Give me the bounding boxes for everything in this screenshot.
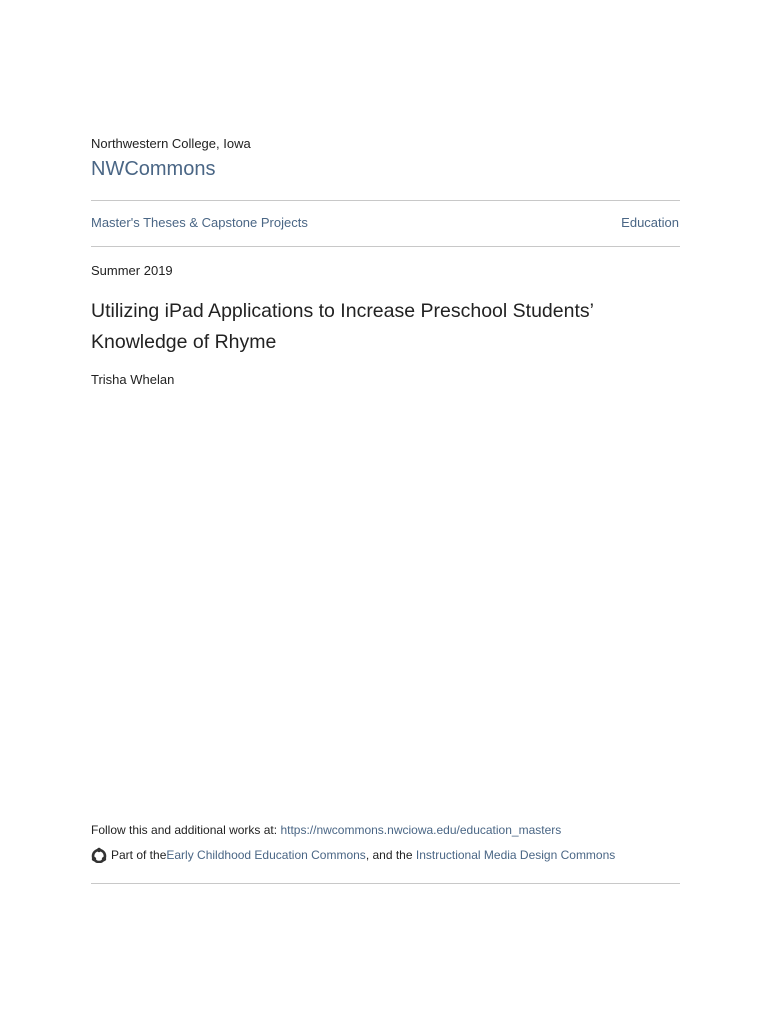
- institution-name: Northwestern College, Iowa: [91, 136, 251, 151]
- follow-label: Follow this and additional works at:: [91, 823, 281, 837]
- part-of-line: [91, 847, 615, 863]
- breadcrumb-divider: [91, 246, 680, 247]
- part-of-label: Part of the: [111, 848, 167, 862]
- network-icon: [91, 847, 107, 863]
- early-childhood-commons-link[interactable]: Early Childhood Education Commons: [166, 848, 366, 862]
- author-name: Trisha Whelan: [91, 372, 175, 387]
- department-link[interactable]: Education: [621, 215, 679, 230]
- collection-link[interactable]: Master's Theses & Capstone Projects: [91, 215, 308, 230]
- repository-link[interactable]: NWCommons: [91, 158, 216, 180]
- follow-url-link[interactable]: https://nwcommons.nwciowa.edu/education_masters: [280, 823, 562, 837]
- instructional-media-commons-link[interactable]: Instructional Media Design Commons: [415, 848, 616, 862]
- top-divider: [91, 200, 680, 201]
- footer-divider: [91, 883, 680, 884]
- follow-line: [91, 823, 561, 837]
- publication-date: Summer 2019: [91, 263, 173, 278]
- document-title: Utilizing iPad Applications to Increase Preschool Students’ Knowledge of Rhyme: [91, 300, 594, 353]
- and-the-label: , and the: [365, 848, 416, 862]
